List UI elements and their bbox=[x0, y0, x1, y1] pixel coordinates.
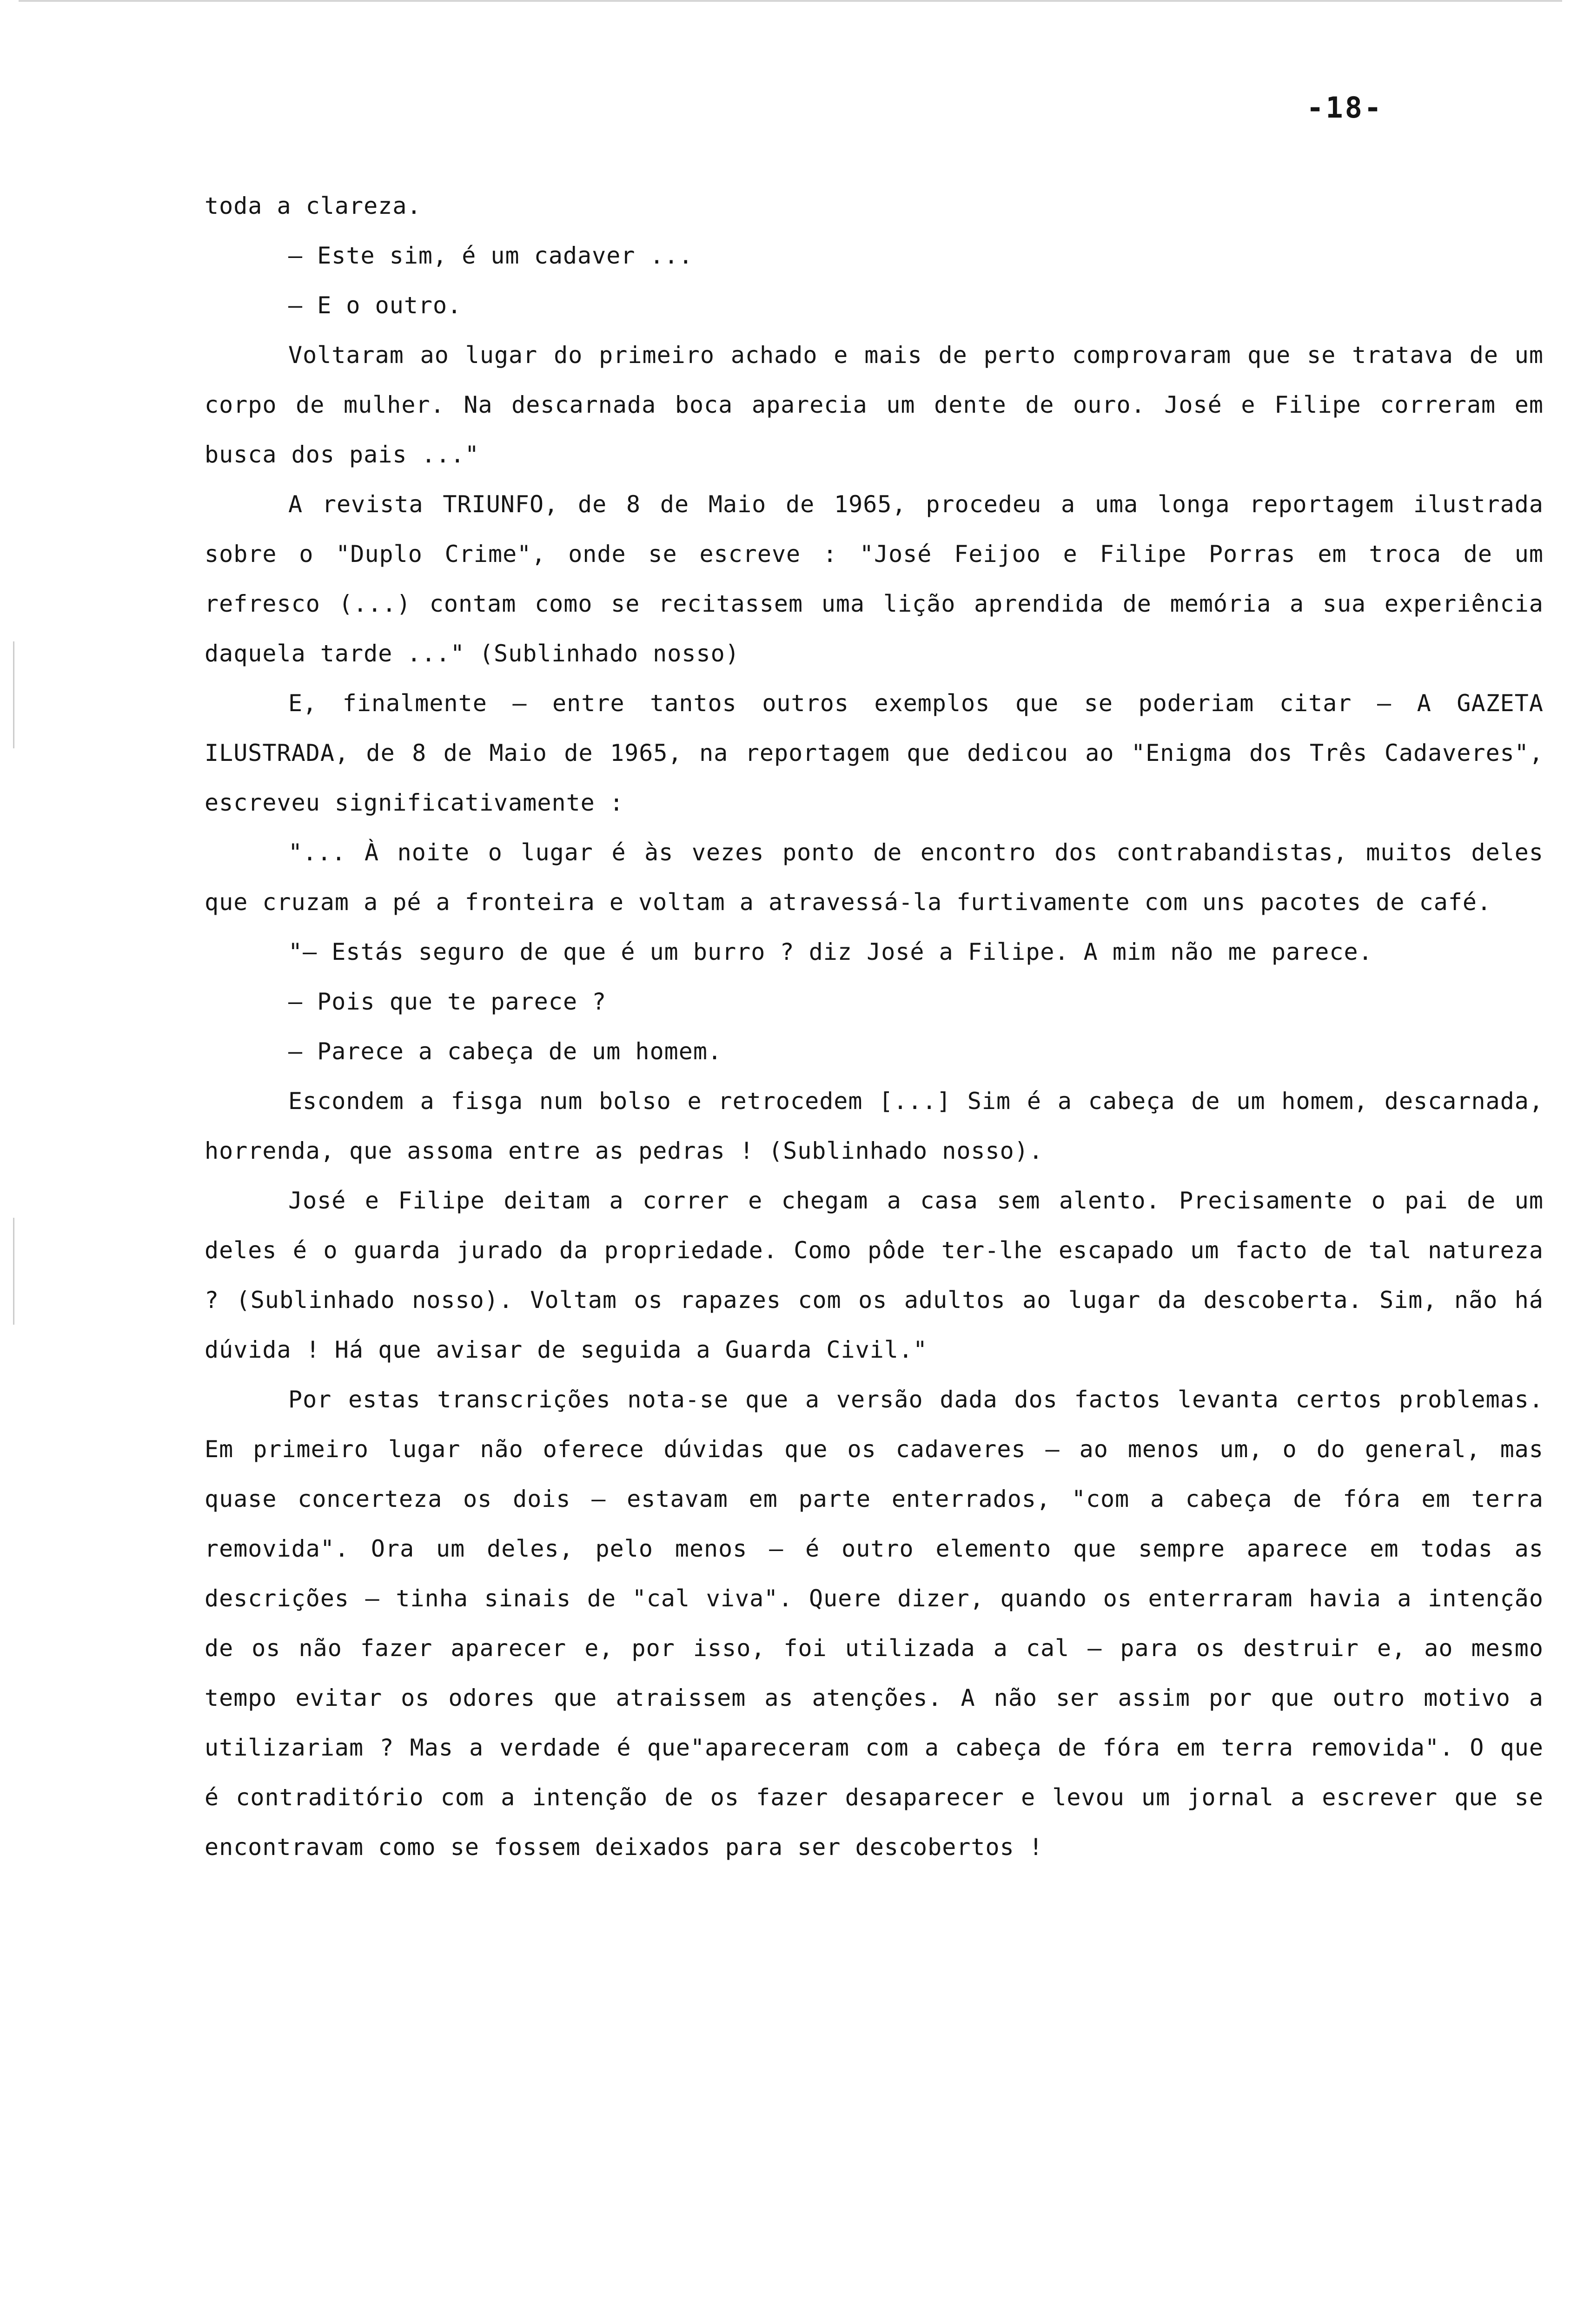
paragraph: E, finalmente – entre tantos outros exemplos que se poderiam citar – A GAZETA ILUSTRADA, de 8 de Maio de 1965, na reportagem que dedicou ao "Enigma dos Três Cadaveres", escreveu significativamente : bbox=[205, 690, 1544, 816]
margin-mark bbox=[5, 641, 14, 748]
quote-paragraph: José e Filipe deitam a correr e chegam a casa sem alento. Precisamente o pai de um deles é o guarda jurado da propriedade. Como pôde ter-lhe escapado um facto de tal natureza ? (Sublinhado nosso). Voltam os rapazes com os adultos ao lugar da descoberta. Sim, não há dúvida ! Há que avisar de seguida a Guarda Civil." bbox=[205, 1187, 1544, 1363]
page-body bbox=[205, 181, 1544, 1872]
paragraph: Por estas transcrições nota-se que a versão dada dos factos levanta certos problemas. Em primeiro lugar não oferece dúvidas que os cadaveres – ao menos um, o do general, mas quase concerteza os dois – estavam em parte enterrados, "com a cabeça de fóra em terra removida". Ora um deles, pelo menos – é outro elemento que sempre aparece em todas as descrições – tinha sinais de "cal viva". Quere dizer, quando os enterraram havia a intenção de os não fazer aparecer e, por isso, foi utilizada a cal – para os destruir e, ao mesmo tempo evitar os odores que atraissem as atenções. A não ser assim por que outro motivo a utilizariam ? Mas a verdade é que"apareceram com a cabeça de fóra em terra removida". O que é contraditório com a intenção de os fazer desaparecer e levou um jornal a escrever que se encontravam como se fossem deixados para ser descobertos ! bbox=[205, 1386, 1544, 1861]
dialogue-line: – E o outro. bbox=[288, 292, 462, 319]
quote-paragraph: Escondem a fisga num bolso e retrocedem [...] Sim é a cabeça de um homem, descarnada, horrenda, que assoma entre as pedras ! (Sublinhado nosso). bbox=[205, 1088, 1544, 1164]
paragraph-continuation: toda a clareza. bbox=[205, 192, 422, 219]
page-number: -18- bbox=[1306, 91, 1384, 125]
dialogue-line: "– Estás seguro de que é um burro ? diz José a Filipe. A mim não me parece. bbox=[288, 938, 1373, 965]
paragraph: A revista TRIUNFO, de 8 de Maio de 1965, procedeu a uma longa reportagem ilustrada sobre o "Duplo Crime", onde se escreve : "José Feijoo e Filipe Porras em troca de um refresco (...) contam como se recitassem uma lição aprendida de memória a sua experiência daquela tarde ..." (Sublinhado nosso) bbox=[205, 491, 1544, 667]
margin-mark bbox=[5, 1218, 14, 1325]
quote-paragraph: "... À noite o lugar é às vezes ponto de encontro dos contrabandistas, muitos deles que cruzam a pé a fronteira e voltam a atravessá-la furtivamente com uns pacotes de café. bbox=[205, 839, 1544, 916]
dialogue-line: – Este sim, é um cadaver ... bbox=[288, 242, 693, 269]
dialogue-line: – Pois que te parece ? bbox=[288, 988, 607, 1015]
top-edge-rule bbox=[19, 0, 1562, 2]
dialogue-line: – Parece a cabeça de um homem. bbox=[288, 1038, 722, 1065]
paragraph: Voltaram ao lugar do primeiro achado e mais de perto comprovaram que se tratava de um corpo de mulher. Na descarnada boca aparecia um dente de ouro. José e Filipe correram em busca dos pais ..." bbox=[205, 342, 1544, 468]
